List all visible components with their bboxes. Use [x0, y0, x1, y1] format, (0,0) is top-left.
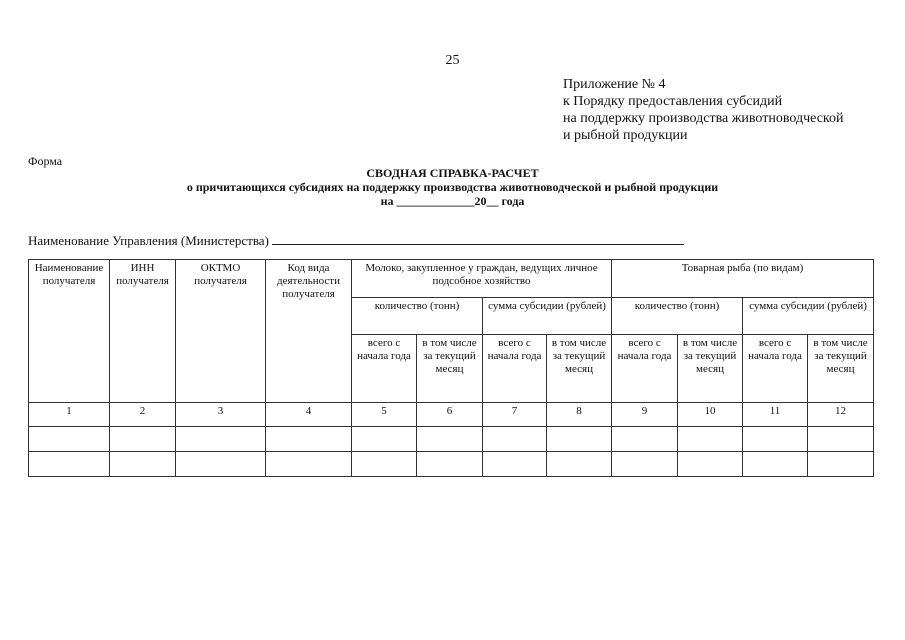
column-number: 6 [417, 403, 483, 427]
header-col-6: в том числе за текущий месяц [417, 335, 483, 403]
header-fish-quantity: количество (тонн) [612, 298, 743, 335]
appendix-line: к Порядку предоставления субсидий [563, 94, 783, 109]
column-number: 9 [612, 403, 678, 427]
empty-cell[interactable] [808, 427, 874, 452]
header-milk-group: Молоко, закупленное у граждан, ведущих личное подсобное хозяйство [352, 260, 612, 298]
header-inn: ИНН получателя [110, 260, 176, 403]
column-number: 7 [483, 403, 547, 427]
empty-cell[interactable] [417, 452, 483, 477]
column-number: 11 [743, 403, 808, 427]
column-number: 5 [352, 403, 417, 427]
empty-cell[interactable] [483, 452, 547, 477]
empty-cell[interactable] [547, 427, 612, 452]
department-blank [272, 233, 684, 245]
appendix-note [563, 76, 844, 144]
empty-cell[interactable] [547, 452, 612, 477]
column-number: 3 [176, 403, 266, 427]
empty-cell[interactable] [743, 427, 808, 452]
title-line-3: на _____________20__ года [380, 194, 525, 208]
summary-table [28, 259, 874, 477]
empty-cell[interactable] [678, 427, 743, 452]
header-milk-quantity: количество (тонн) [352, 298, 483, 335]
appendix-line: Приложение № 4 [563, 77, 666, 92]
page-number: 25 [445, 53, 460, 68]
empty-cell[interactable] [266, 452, 352, 477]
header-col-9: всего с начала года [612, 335, 678, 403]
header-col-7: всего с начала года [483, 335, 547, 403]
column-number: 10 [678, 403, 743, 427]
header-milk-subsidy: сумма субсидии (рублей) [483, 298, 612, 335]
column-number: 4 [266, 403, 352, 427]
empty-cell[interactable] [417, 427, 483, 452]
department-line [28, 233, 684, 249]
appendix-line: на поддержку производства животноводческой [563, 111, 844, 126]
empty-cell[interactable] [483, 427, 547, 452]
empty-cell[interactable] [266, 427, 352, 452]
empty-cell[interactable] [110, 452, 176, 477]
form-label: Форма [28, 154, 63, 168]
header-col-8: в том числе за текущий месяц [547, 335, 612, 403]
header-col-11: всего с начала года [743, 335, 808, 403]
empty-cell[interactable] [612, 452, 678, 477]
document-title [0, 166, 905, 208]
header-fish-subsidy: сумма субсидии (рублей) [743, 298, 874, 335]
empty-cell[interactable] [612, 427, 678, 452]
empty-cell[interactable] [176, 452, 266, 477]
empty-cell[interactable] [352, 452, 417, 477]
empty-cell[interactable] [352, 427, 417, 452]
column-number: 8 [547, 403, 612, 427]
column-number: 2 [110, 403, 176, 427]
empty-cell[interactable] [743, 452, 808, 477]
header-oktmo: ОКТМО получателя [176, 260, 266, 403]
empty-cell[interactable] [808, 452, 874, 477]
empty-cell[interactable] [110, 427, 176, 452]
empty-cell[interactable] [29, 452, 110, 477]
header-col-12: в том числе за текущий месяц [808, 335, 874, 403]
empty-cell[interactable] [678, 452, 743, 477]
header-recipient: Наименование получателя [29, 260, 110, 403]
column-number: 1 [29, 403, 110, 427]
empty-cell[interactable] [176, 427, 266, 452]
header-fish-group: Товарная рыба (по видам) [612, 260, 874, 298]
table-row [29, 427, 874, 452]
table-row [29, 452, 874, 477]
department-label: Наименование Управления (Министерства) [28, 233, 269, 248]
column-number: 12 [808, 403, 874, 427]
header-activity-code: Код вида деятельности получателя [266, 260, 352, 403]
header-col-5: всего с начала года [352, 335, 417, 403]
empty-cell[interactable] [29, 427, 110, 452]
header-col-10: в том числе за текущий месяц [678, 335, 743, 403]
appendix-line: и рыбной продукции [563, 128, 688, 143]
title-line-1: СВОДНАЯ СПРАВКА-РАСЧЕТ [366, 166, 539, 180]
title-line-2: о причитающихся субсидиях на поддержку производства животноводческой и рыбной продукции [186, 180, 719, 194]
